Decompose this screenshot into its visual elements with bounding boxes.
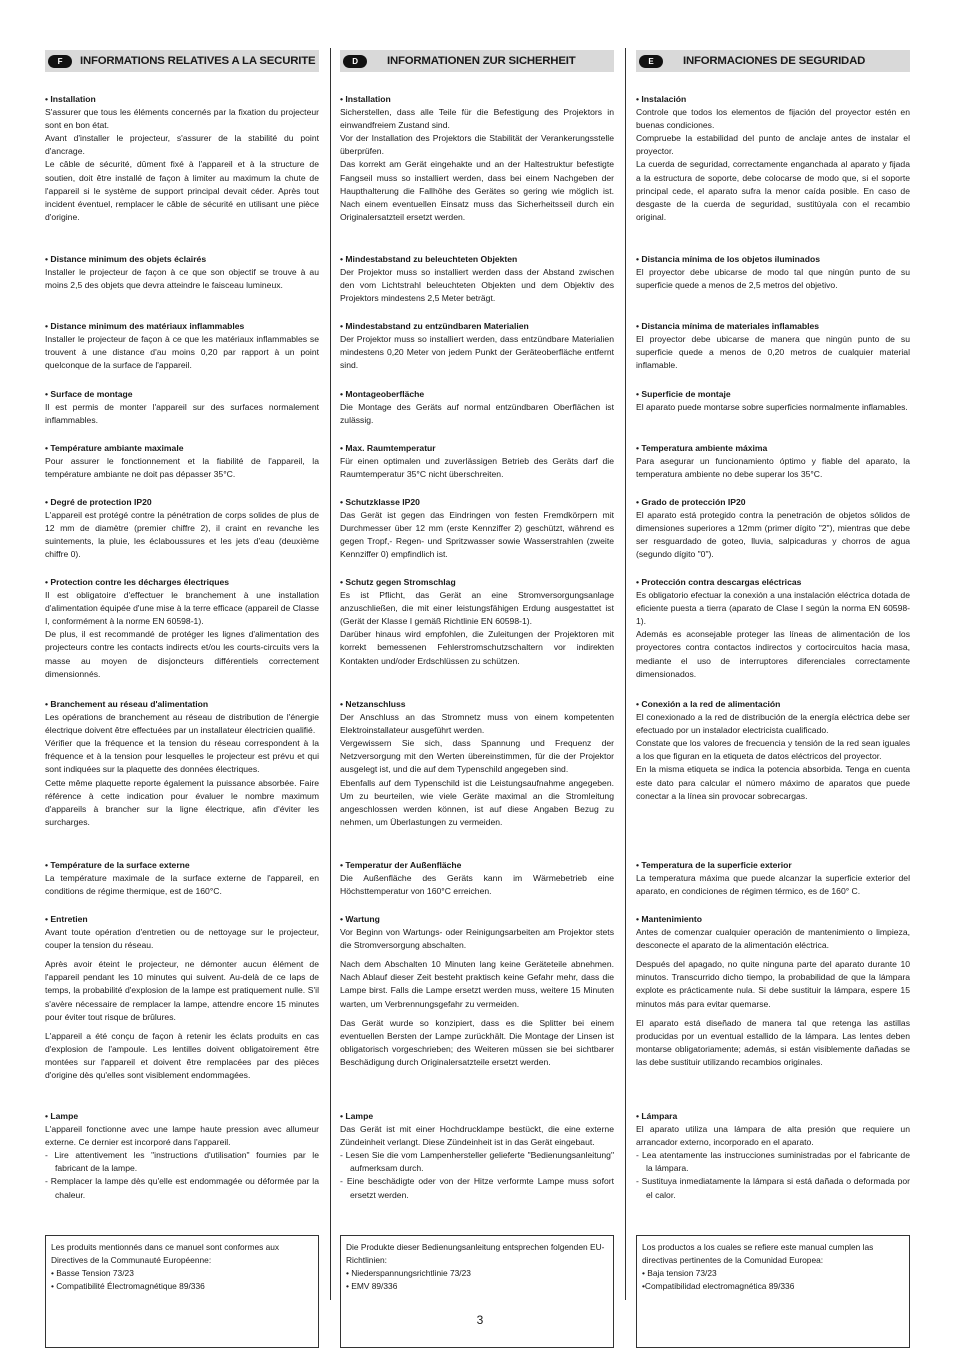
section-paragraph: El proyector debe ubicarse de modo tal que ningún punto de su superficie quede a menos de 2,5 metros del objetivo. <box>636 267 910 291</box>
section-paragraph: Compruebe la estabilidad del punto de anclaje antes de instalar el proyector. <box>636 133 910 157</box>
section-paragraph: El aparato utiliza una lámpara de alta presión que requiere un arrancador externo, incorporado en el aparato. <box>636 1124 910 1148</box>
column-spanish <box>636 50 910 1291</box>
safety-section <box>340 320 614 372</box>
section-paragraph: Después del apagado, no quite ninguna parte del aparato durante 10 minutos. Transcurrido dicho tiempo, la probabilidad de que la lámpara explote es prácticamente nula. Si debe sustituir la lámpara, espere 15 minutos más para evitar quemarse. <box>636 959 910 1009</box>
section-heading: • Lámpara <box>636 1111 678 1121</box>
safety-section <box>45 1110 319 1202</box>
safety-section <box>636 698 910 803</box>
safety-section <box>636 388 910 414</box>
section-paragraph: Constate que los valores de frecuencia y tensión de la red sean iguales a los que figuran en la etiqueta de datos eléctricos del proyector. <box>636 738 910 762</box>
instruction-list <box>45 1149 319 1201</box>
section-heading: • Netzanschluss <box>340 699 406 709</box>
safety-section <box>636 320 910 372</box>
section-paragraph: Ebenfalls auf dem Typenschild ist die Leistungsaufnahme angegeben. Um zu beurteilen, wie viele Geräte maximal an die Stromleitung angeschlossen werden können, ist auf diese Angaben Bezug zu nehmen, um Überlastungen zu vermeiden. <box>340 777 614 827</box>
section-paragraph: La température maximale de la surface externe de l'appareil, en conditions de régime thermique, est de 160°C. <box>45 873 319 897</box>
list-item: - Sustituya inmediatamente la lámpara si está dañada o deformada por el calor. <box>636 1176 910 1200</box>
safety-section <box>340 388 614 427</box>
section-heading: • Entretien <box>45 914 88 924</box>
section-paragraph: Avant d'installer le projecteur, s'assurer de la stabilité du point d'ancrage. <box>45 133 319 157</box>
list-item: - Lire attentivement les "instructions d'utilisation" fournies par le fabricant de la lampe. <box>45 1150 319 1174</box>
section-heading: • Protection contre les décharges électriques <box>45 577 230 587</box>
section-heading: • Installation <box>340 94 391 104</box>
section-heading: • Instalación <box>636 94 687 104</box>
compliance-line: Los productos a los cuales se refiere este manual cumplen las directivas pertinentes de la Comunidad Europea: <box>642 1242 874 1265</box>
section-heading: • Montageoberfläche <box>340 389 425 399</box>
section-heading: • Schutz gegen Stromschlag <box>340 577 456 587</box>
section-paragraph: Vor Beginn von Wartungs- oder Reinigungsarbeiten am Projektor stets die Stromversorgung abschalten. <box>340 927 614 951</box>
column-french <box>45 50 319 1291</box>
section-paragraph: En la misma etiqueta se indica la potencia absorbida. Tenga en cuenta este dato para calcular el número máximo de aparatos que puede conectar a la línea sin provocar sobrecargas. <box>636 764 910 801</box>
column-german <box>340 50 614 1291</box>
section-paragraph: La cuerda de seguridad, correctamente enganchada al aparato y fijada a la estructura de soporte, debe colocarse de modo que, si el soporte principal cede, el aparato sufra la menor caída posible. En caso de desgaste de la cuerda de seguridad, sustitúyala con el recambio original. <box>636 159 910 222</box>
compliance-box <box>45 1235 319 1348</box>
section-paragraph: Nach dem Abschalten 10 Minuten lang keine Geräteteile abnehmen. Nach Ablauf dieser Zeit besteht praktisch keine Gefahr mehr, dass die Lampe birst. Falls die Lampe ersetzt werden muss, weitere 15 Minuten warten, um Verbrennungsgefahr zu vermeiden. <box>340 959 614 1009</box>
safety-section <box>45 576 319 681</box>
safety-section <box>45 698 319 829</box>
header-title: INFORMATIONEN ZUR SICHERHEIT <box>387 55 576 67</box>
header-title: INFORMATIONS RELATIVES A LA SECURITE <box>80 55 316 67</box>
section-heading: • Branchement au réseau d'alimentation <box>45 699 209 709</box>
list-item: - Lesen Sie die vom Lampenhersteller gelieferte "Bedienungsanleitung" aufmerksam durch. <box>340 1150 614 1174</box>
section-paragraph: Avant toute opération d'entretien ou de nettoyage sur le projecteur, couper la tension du réseau. <box>45 927 319 951</box>
section-paragraph: Pour assurer le fonctionnement et la fiabilité de l'appareil, la température ambiante ne doit pas dépasser 35°C. <box>45 456 319 480</box>
safety-section <box>45 496 319 561</box>
section-paragraph: La temperatura máxima que puede alcanzar la superficie exterior del aparato, en condiciones de régimen térmico, es de 160° C. <box>636 873 910 897</box>
section-paragraph: L'appareil est protégé contre la pénétration de corps solides de plus de 12 mm de diamètre (premier chiffre 2), il craint en revanche les suintements, la pluie, les éclaboussures et les jets d'eau (deuxième chiffre 0). <box>45 510 319 560</box>
section-paragraph: L'appareil fonctionne avec une lampe haute pression avec allumeur externe. Ce dernier est incorporé dans l'appareil. <box>45 1124 319 1148</box>
safety-section <box>636 576 910 681</box>
section-paragraph: Das Gerät ist gegen das Eindringen von festen Fremdkörpern mit Durchmesser über 12 mm (erste Kennziffer 2) geschützt, während es gegen Tropf,- Regen- und Spritzwasser sowie Wasserstrahlen (zweite Kennziffer 0) empfindlich ist. <box>340 510 614 560</box>
section-paragraph: Der Projektor muss so installiert werden, dass entzündbare Materialien mindestens 0,20 Meter von jedem Punkt der Geräteoberfläche entfernt sind. <box>340 334 614 371</box>
safety-section <box>45 859 319 898</box>
instruction-list <box>636 1149 910 1201</box>
compliance-box <box>340 1235 614 1348</box>
section-paragraph: Antes de comenzar cualquier operación de mantenimiento o limpieza, desconecte el aparato de la alimentación eléctrica. <box>636 927 910 951</box>
compliance-line: •Compatibilidad electromagnética 89/336 <box>642 1281 795 1291</box>
section-paragraph: El conexionado a la red de distribución de la energía eléctrica debe ser efectuado por un instalador electricista cualificado. <box>636 712 910 736</box>
safety-section <box>636 253 910 292</box>
section-header <box>340 50 614 72</box>
list-item: - Eine beschädigte oder von der Hitze verformte Lampe muss sofort ersetzt werden. <box>340 1176 614 1200</box>
section-paragraph: Les opérations de branchement au réseau de distribution de l'énergie électrique doivent être effectuées par un installateur électricien qualifié. <box>45 712 319 736</box>
section-paragraph: Der Projektor muss so installiert werden dass der Abstand zwischen den vom Lichtstrahl beleuchteten Objekten und dem Objektiv des Projektors mindestens 2,5 Meter beträgt. <box>340 267 614 304</box>
section-paragraph: Die Außenfläche des Geräts kann im Wärmebetrieb eine Höchsttemperatur von 160°C erreichen. <box>340 873 614 897</box>
section-heading: • Température ambiante maximale <box>45 443 184 453</box>
section-paragraph: Cette même plaquette reporte également la puissance absorbée. Faire référence à cette indication pour évaluer le nombre maximum d'appareils à brancher sur la ligne électrique, afin d'éviter les surcharges. <box>45 777 319 827</box>
section-paragraph: Installer le projecteur de façon à ce que son objectif se trouve à au moins 2,5 des objets que devra atteindre le faisceau lumineux. <box>45 267 319 291</box>
section-paragraph: S'assurer que tous les éléments concernés par la fixation du projecteur sont en bon état. <box>45 107 319 131</box>
section-heading: • Schutzklasse IP20 <box>340 497 420 507</box>
section-heading: • Surface de montage <box>45 389 133 399</box>
safety-section <box>45 442 319 481</box>
safety-section <box>636 1110 910 1202</box>
section-paragraph: El proyector debe ubicarse de manera que ningún punto de su superficie quede a menos de 0,20 metros de cualquier material inflamable. <box>636 334 910 371</box>
compliance-line: • Compatibilité Électromagnétique 89/336 <box>51 1281 205 1291</box>
section-heading: • Temperatur der Außenfläche <box>340 860 462 870</box>
compliance-box <box>636 1235 910 1348</box>
safety-section <box>340 93 614 224</box>
safety-section <box>340 1110 614 1202</box>
safety-section <box>340 859 614 898</box>
safety-section <box>340 576 614 668</box>
section-heading: • Mindestabstand zu entzündbaren Materialien <box>340 321 529 331</box>
section-heading: • Max. Raumtemperatur <box>340 443 436 453</box>
section-header <box>45 50 319 72</box>
safety-section <box>636 859 910 898</box>
section-heading: • Température de la surface externe <box>45 860 190 870</box>
section-paragraph: Para asegurar un funcionamiento óptimo y fiable del aparato, la temperatura ambiente no debe superar los 35°C. <box>636 456 910 480</box>
section-paragraph: Vor der Installation des Projektors die Stabilität der Verankerungsstelle überprüfen. <box>340 133 614 157</box>
section-paragraph: Es obligatorio efectuar la conexión a una instalación eléctrica dotada de eficiente puesta a tierra (aparato de Clase I según la norma EN 60598-1). <box>636 590 910 627</box>
section-paragraph: Darüber hinaus wird empfohlen, die Zuleitungen der Projektoren mit korrekt bemessenen Fehlerstromschutzschaltern vor indirekten Kontakten und/oder Erdschlüssen zu schützen. <box>340 629 614 666</box>
section-paragraph: Après avoir éteint le projecteur, ne démonter aucun élément de l'appareil pendant les 10 minutes qui suivent. Au-delà de ce laps de temps, la probabilité d'explosion de la lampe est pratiquement nulle. S'il s'avère nécessaire de remplacer la lampe, attendre encore 15 minutes pour éviter tout risque de brûlures. <box>45 959 319 1022</box>
section-heading: • Lampe <box>45 1111 79 1121</box>
section-paragraph: Das Gerät ist mit einer Hochdrucklampe bestückt, die eine externe Zündeinheit verlangt. Diese Zündeinheit ist in das Gerät eingebaut. <box>340 1124 614 1148</box>
section-paragraph: Die Montage des Geräts auf normal entzündbaren Oberflächen ist zulässig. <box>340 402 614 426</box>
section-heading: • Wartung <box>340 914 380 924</box>
language-badge: F <box>48 55 72 68</box>
compliance-line: Les produits mentionnés dans ce manuel sont conformes aux Directives de la Communauté Européenne: <box>51 1242 280 1265</box>
list-item: - Lea atentamente las instrucciones suministradas por el fabricante de la lámpara. <box>636 1150 910 1174</box>
section-paragraph: De plus, il est recommandé de protéger les lignes d'alimentation des projecteurs contre les contacts indirects et/ou les courts-circuits vers la masse au moyen de disjoncteurs différentiels correctement dimensionnés. <box>45 629 319 679</box>
instruction-list <box>340 1149 614 1201</box>
section-paragraph: Es ist Pflicht, das Gerät an eine Stromversorgungsanlage anzuschließen, die mit einer leistungsfähigen Erdung ausgestattet ist (Gerät der Klasse I gemäß Richtlinie EN 60598-1). <box>340 590 614 627</box>
page-number: 3 <box>476 1313 484 1327</box>
section-paragraph: Sicherstellen, dass alle Teile für die Befestigung des Projektors in einwandfreiem Zustand sind. <box>340 107 614 131</box>
compliance-line: • Basse Tension 73/23 <box>51 1268 134 1278</box>
safety-section <box>45 93 319 224</box>
section-heading: • Mindestabstand zu beleuchteten Objekten <box>340 254 518 264</box>
section-heading: • Temperatura de la superficie exterior <box>636 860 792 870</box>
safety-section <box>45 913 319 1082</box>
section-paragraph: El aparato puede montarse sobre superficies normalmente inflamables. <box>636 402 908 413</box>
safety-section <box>340 253 614 305</box>
safety-section <box>340 496 614 561</box>
section-paragraph: Además es aconsejable proteger las líneas de alimentación de los proyectores contra contactos indirectos y cortocircuitos hacia masa, mediante el uso de interruptores diferenciales correctamente dimensionados. <box>636 629 910 679</box>
header-title: INFORMACIONES DE SEGURIDAD <box>683 55 866 67</box>
section-paragraph: Il est obligatoire d'effectuer le branchement à une installation d'alimentation équipée d'une mise à la terre efficace (appareil de Classe I, conformément à la norme EN 60598-1). <box>45 590 319 627</box>
safety-section <box>636 93 910 224</box>
section-heading: • Grado de protección IP20 <box>636 497 746 507</box>
section-paragraph: Installer le projecteur de façon à ce que les matériaux inflammables se trouvent à une distance d'au moins 0,20 par rapport à un point quelconque de la surface de l'appareil. <box>45 334 319 371</box>
section-paragraph: Für einen optimalen und zuverlässigen Betrieb des Geräts darf die Raumtemperatur 35°C nicht überschreiten. <box>340 456 614 480</box>
section-heading: • Lampe <box>340 1111 374 1121</box>
section-heading: • Protección contra descargas eléctricas <box>636 577 802 587</box>
compliance-line: • Niederspannungsrichtlinie 73/23 <box>346 1268 471 1278</box>
section-paragraph: Le câble de sécurité, dûment fixé à l'appareil et à la structure de soutien, doit être installé de façon à limiter au maximum la chute de l'appareil si le système de support principal devait céder. Après tout incident éventuel, remplacer le câble de sécurité en utilisant une pièce d'origine. <box>45 159 319 222</box>
safety-section <box>45 388 319 427</box>
section-paragraph: Il est permis de monter l'appareil sur des surfaces normalement inflammables. <box>45 402 319 426</box>
section-heading: • Distancia mínima de materiales inflamables <box>636 321 820 331</box>
section-heading: • Installation <box>45 94 96 104</box>
section-paragraph: Vergewissern Sie sich, dass Spannung und Frequenz der Netzversorgung mit den Werten übereinstimmen, für die der Projektor ausgelegt ist, und die auf dem Typenschild angegeben sind. <box>340 738 614 775</box>
safety-section <box>340 913 614 1069</box>
column-divider <box>330 48 331 1300</box>
section-paragraph: Das korrekt am Gerät eingehakte und an der Haltestruktur befestigte Fangseil muss so installiert werden, dass bei einem Nachgeben der Haupthalterung die Fallhöhe des Gerätes so gering wie möglich ist. Nach einem eventuellen Einsatz muss das Sicherheitsseil durch ein Originalersatzteil ersetzt werden. <box>340 159 614 222</box>
section-paragraph: Controle que todos los elementos de fijación del proyector estén en buenas condiciones. <box>636 107 910 131</box>
section-heading: • Degré de protection IP20 <box>45 497 152 507</box>
section-heading: • Distance minimum des matériaux inflammables <box>45 321 245 331</box>
section-heading: • Conexión a la red de alimentación <box>636 699 781 709</box>
section-paragraph: Das Gerät wurde so konzipiert, dass es die Splitter bei einem eventuellen Bersten der Lampe zurückhält. Die Montage der Linsen ist obligatorisch vorgeschrieben; des Weiteren müssen sie bei sichtbarer Beschädigung durch Originalersatzteile ersetzt werden. <box>340 1017 614 1067</box>
section-paragraph: El aparato está diseñado de manera tal que retenga las astillas producidas por un eventual estallido de la lámpara. Las lentes deben montarse obligatoriamente; además, si están visiblemente dañadas se las debe sustituir utilizando recambios originales. <box>636 1017 910 1067</box>
section-heading: • Distancia mínima de los objetos iluminados <box>636 254 820 264</box>
safety-section <box>340 442 614 481</box>
language-badge: D <box>343 55 367 68</box>
section-heading: • Distance minimum des objets éclairés <box>45 254 207 264</box>
compliance-line: Die Produkte dieser Bedienungsanleitung entsprechen folgenden EU-Richtlinien: <box>346 1242 605 1265</box>
section-heading: • Mantenimiento <box>636 914 703 924</box>
section-heading: • Superficie de montaje <box>636 389 731 399</box>
compliance-line: • Baja tension 73/23 <box>642 1268 717 1278</box>
list-item: - Remplacer la lampe dès qu'elle est endommagée ou déformée par la chaleur. <box>45 1176 319 1200</box>
safety-section <box>636 496 910 561</box>
column-divider <box>625 48 626 1300</box>
safety-section <box>45 320 319 372</box>
language-badge: E <box>639 55 663 68</box>
section-paragraph: Der Anschluss an das Stromnetz muss von einem kompetenten Elektroinstallateur ausgeführt werden. <box>340 712 614 736</box>
safety-section <box>636 913 910 1069</box>
section-header <box>636 50 910 72</box>
safety-section <box>636 442 910 481</box>
compliance-line: • EMV 89/336 <box>346 1281 398 1291</box>
section-heading: • Temperatura ambiente máxima <box>636 443 768 453</box>
section-paragraph: El aparato está protegido contra la penetración de objetos sólidos de dimensiones superiores a 12mm (primer dígito "2"), mientras que debe ser resguardado de goteo, lluvia, salpicaduras y chorros de agua (segundo dígito "0"). <box>636 510 910 560</box>
safety-section <box>340 698 614 829</box>
section-paragraph: Vérifier que la fréquence et la tension du réseau correspondent à la fréquence et à la tension pour lesquelles le projecteur est prévu et qui sont indiquées sur la plaquette des données électriques. <box>45 738 319 775</box>
section-paragraph: L'appareil a été conçu de façon à retenir les éclats produits en cas d'explosion de l'ampoule. Les lentilles doivent obligatoirement être montées sur l'appareil et doivent être remplacées par des pièces d'origine dès qu'elles sont visiblement endommagées. <box>45 1030 319 1081</box>
safety-section <box>45 253 319 292</box>
